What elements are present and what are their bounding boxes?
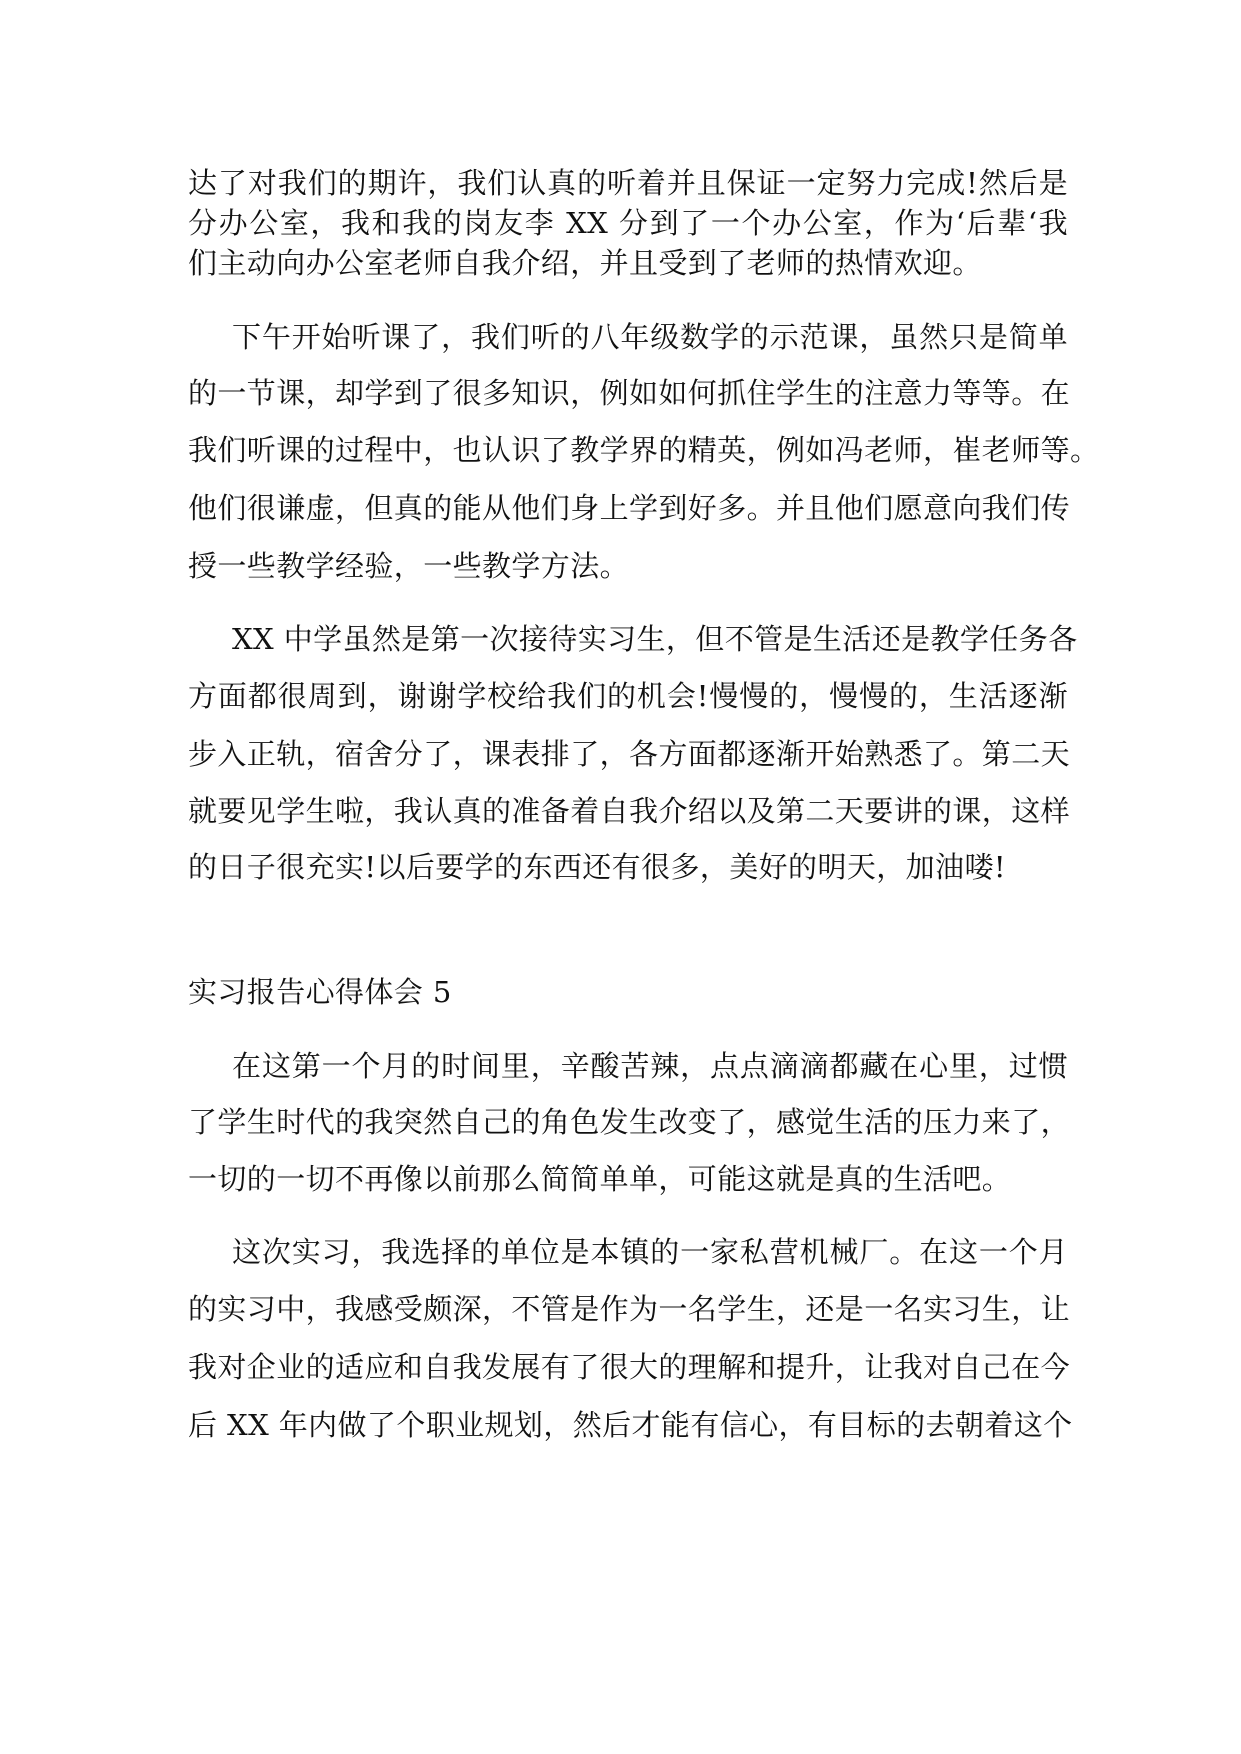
paragraph-line: XX 中学虽然是第一次接待实习生，但不管是生活还是教学任务各 xyxy=(232,622,1078,656)
paragraph-line: 分办公室，我和我的岗友李 XX 分到了一个办公室，作为‘后辈‘我 xyxy=(188,206,1068,240)
paragraph-line: 步入正轨，宿舍分了，课表排了，各方面都逐渐开始熟悉了。第二天 xyxy=(188,737,1071,771)
paragraph-line: 一切的一切不再像以前那么简简单单，可能这就是真的生活吧。 xyxy=(188,1162,1012,1196)
paragraph-line: 们主动向办公室老师自我介绍，并且受到了老师的热情欢迎。 xyxy=(188,246,982,280)
paragraph-line: 他们很谦虚，但真的能从他们身上学到好多。并且他们愿意向我们传 xyxy=(188,491,1071,525)
paragraph-line: 方面都很周到，谢谢学校给我们的机会!慢慢的，慢慢的，生活逐渐 xyxy=(188,679,1068,713)
paragraph-line: 了学生时代的我突然自己的角色发生改变了，感觉生活的压力来了， xyxy=(188,1105,1071,1139)
paragraph-line: 达了对我们的期许，我们认真的听着并且保证一定努力完成!然后是 xyxy=(188,166,1068,200)
paragraph-line: 就要见学生啦，我认真的准备着自我介绍以及第二天要讲的课，这样 xyxy=(188,794,1071,828)
paragraph-line: 的实习中，我感受颇深，不管是作为一名学生，还是一名实习生，让 xyxy=(188,1292,1071,1326)
paragraph-line: 下午开始听课了，我们听的八年级数学的示范课，虽然只是简单 xyxy=(232,320,1068,354)
paragraph-line: 的日子很充实!以后要学的东西还有很多，美好的明天，加油喽! xyxy=(188,850,1006,884)
paragraph-line: 后 XX 年内做了个职业规划，然后才能有信心，有目标的去朝着这个 xyxy=(188,1408,1073,1442)
paragraph-line: 授一些教学经验，一些教学方法。 xyxy=(188,549,630,583)
paragraph-line: 这次实习，我选择的单位是本镇的一家私营机械厂。在这一个月 xyxy=(232,1235,1068,1269)
paragraph-line: 在这第一个月的时间里，辛酸苦辣，点点滴滴都藏在心里，过惯 xyxy=(232,1049,1068,1083)
paragraph-line: 我们听课的过程中，也认识了教学界的精英，例如冯老师，崔老师等。 xyxy=(188,433,1100,467)
paragraph-line: 我对企业的适应和自我发展有了很大的理解和提升，让我对自己在今 xyxy=(188,1350,1071,1384)
paragraph-line: 的一节课，却学到了很多知识，例如如何抓住学生的注意力等等。在 xyxy=(188,376,1071,410)
section-title: 实习报告心得体会 5 xyxy=(188,975,452,1009)
